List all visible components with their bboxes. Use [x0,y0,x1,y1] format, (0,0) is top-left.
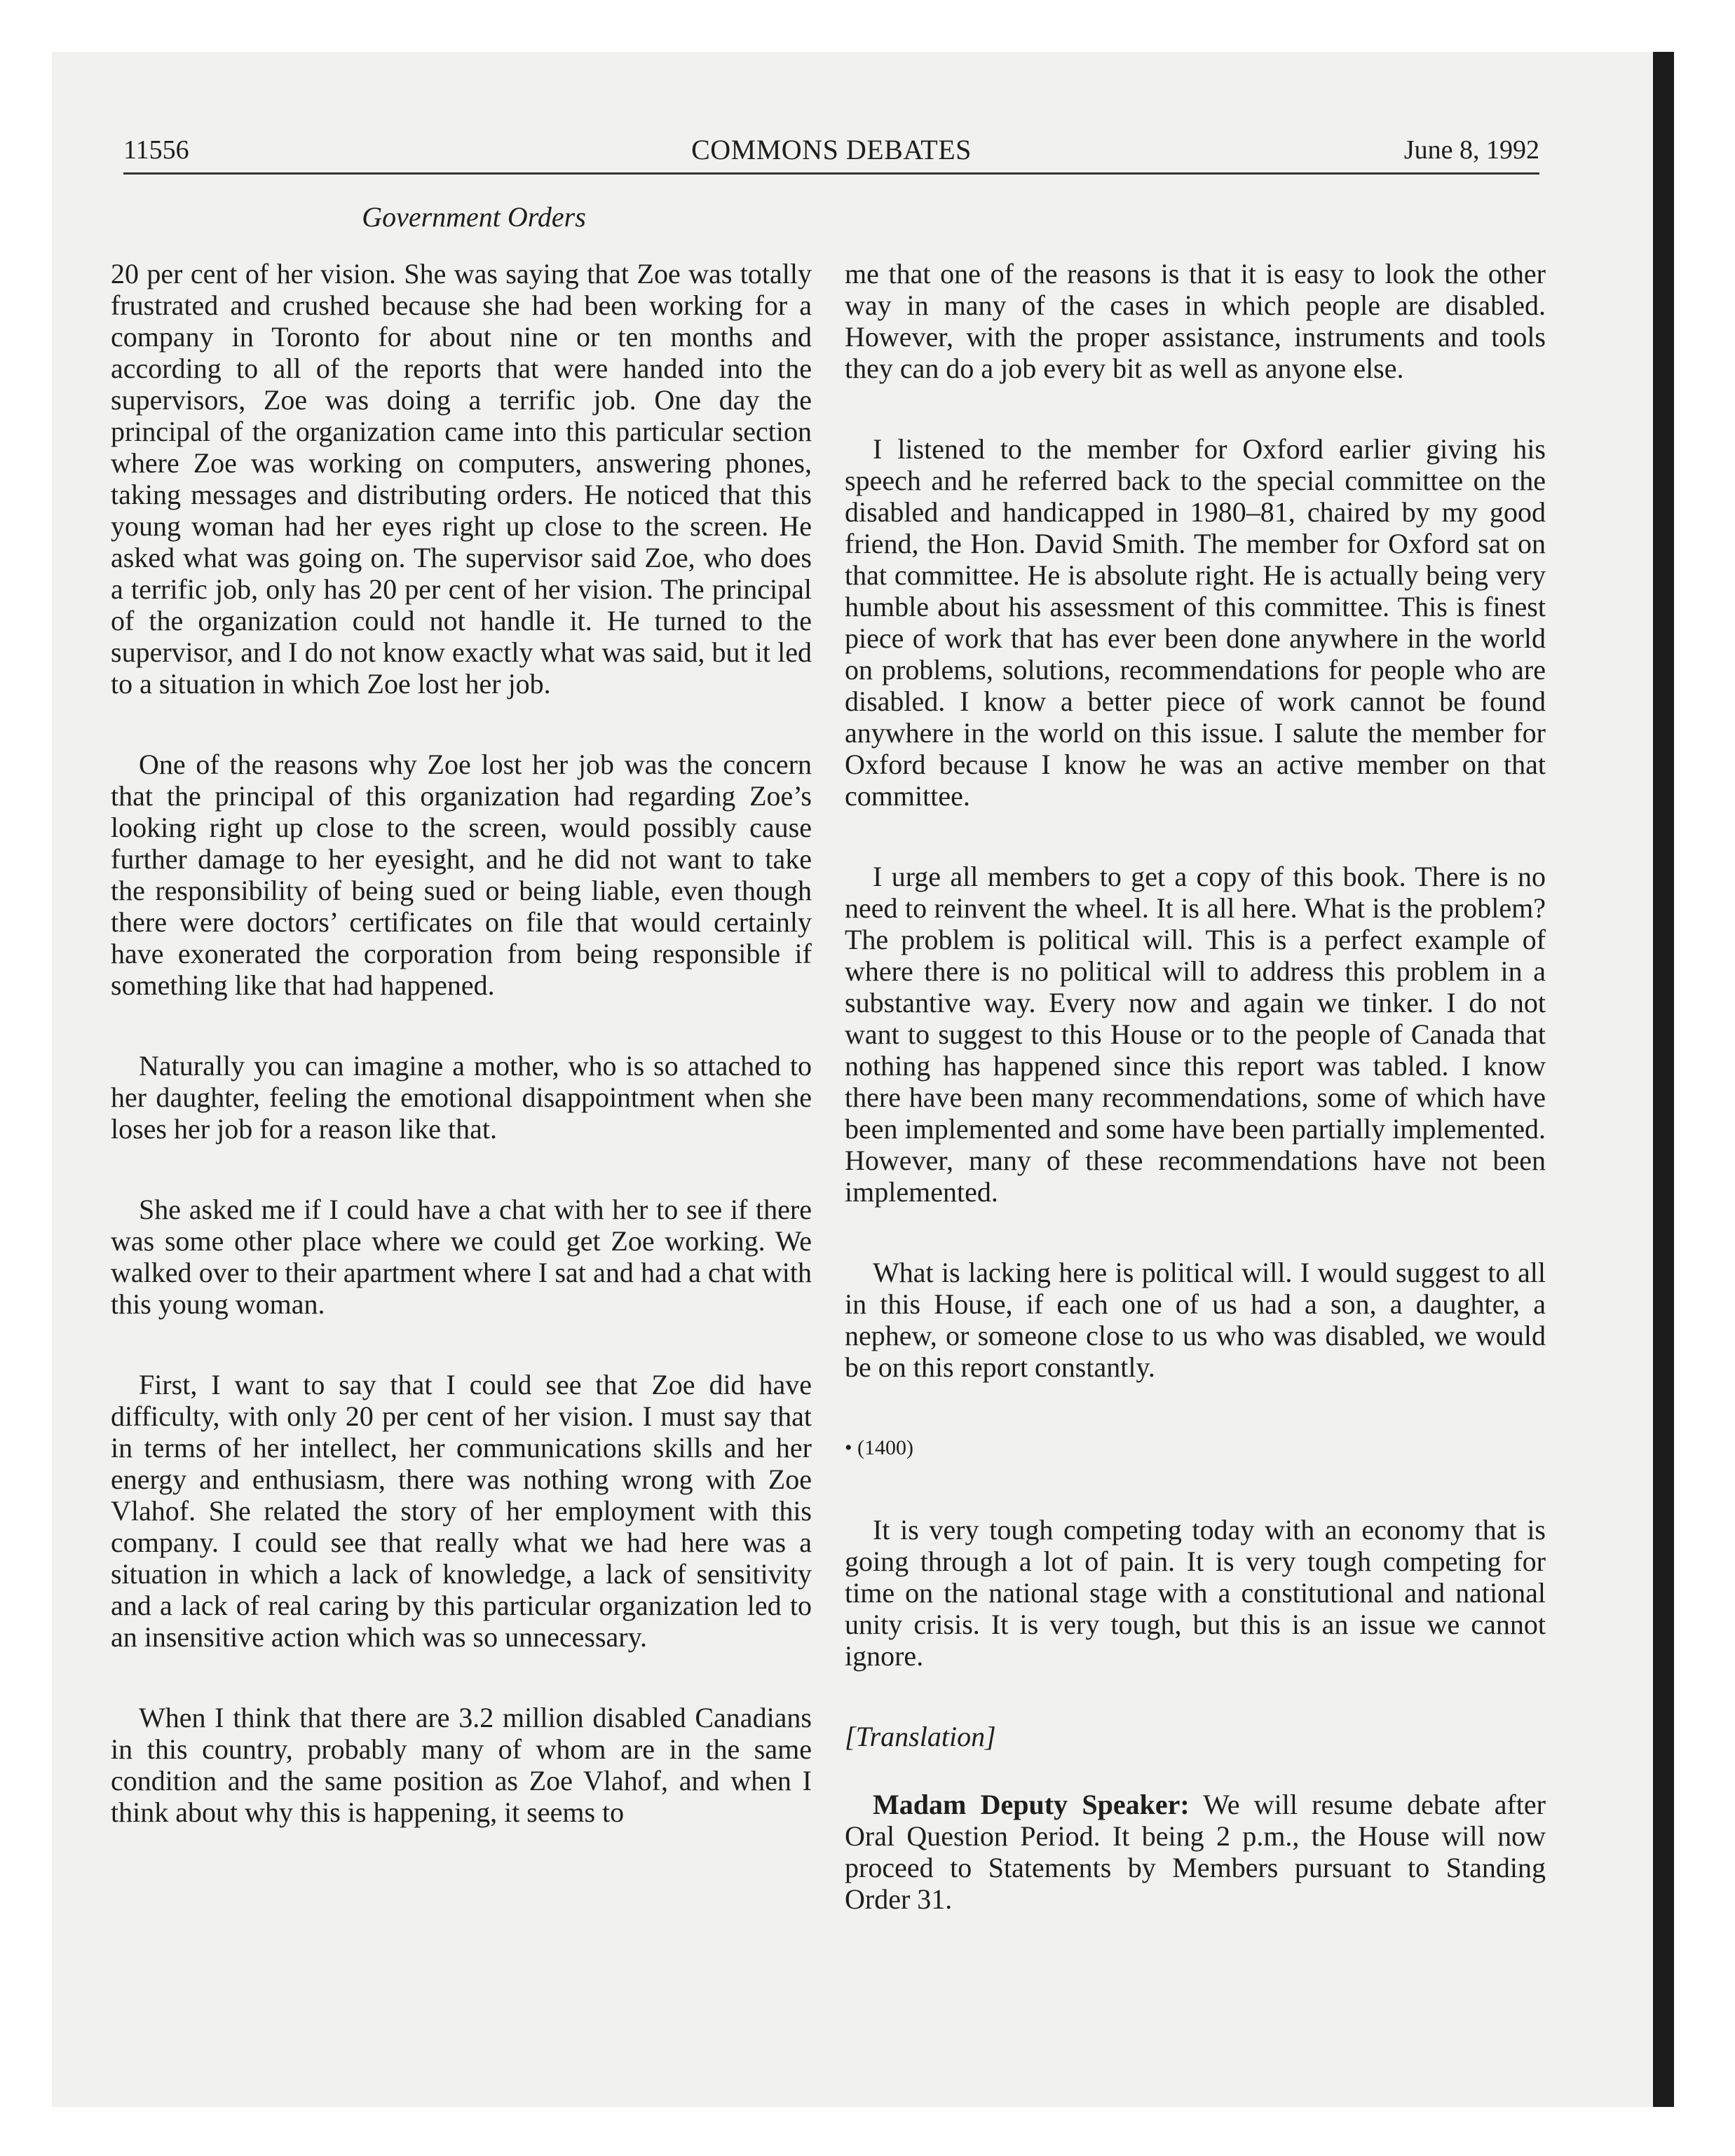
paragraph: One of the reasons why Zoe lost her job was the concern that the principal of this organization had regarding Zoe’s looking right up close to the screen, would possibly cause further damage to her eyesight, and he did not want to take the responsibility of being sued or being liable, even though there were doctors’ certificates on file that would certainly have exonerated the corporation from being responsible if something like that had happened. [111,749,812,1001]
time-marker: • (1400) [845,1436,913,1459]
publication-title: COMMONS DEBATES [691,134,972,165]
paragraph: I listened to the member for Oxford earlier giving his speech and he referred back to the special committee on the disabled and handicapped in 1980–81, chaired by my good friend, the Hon. David Smith. The member for Oxford sat on that committee. He is absolute right. He is actually being very humble about his assessment of this committee. This is finest piece of work that has ever been done anywhere in the world on problems, solutions, recommendations for people who are disabled. I know a better piece of work cannot be found anywhere in the world on this issue. I salute the member for Oxford because I know he was an active member on that committee. [845,433,1546,812]
paragraph: She asked me if I could have a chat with her to see if there was some other place where we could get Zoe working. We walked over to their apartment where I sat and had a chat with this young woman. [111,1194,812,1320]
publication-date: June 8, 1992 [1403,135,1539,165]
speaker-name: Madam Deputy Speaker: [873,1789,1190,1820]
paragraph: I urge all members to get a copy of this book. There is no need to reinvent the wheel. It is all here. What is the problem? The problem is political will. This is a perfect example of where there is no political will to address this problem in a substantive way. Every now and again we tinker. I do not want to suggest to this House or to the people of Canada that nothing has happened since this report was tabled. I know there have been many recommendations, some of which have been implemented and some have been partially implemented. However, many of these recommendations have not been implemented. [845,861,1546,1208]
scan-edge-shadow [1653,52,1674,2107]
paragraph: First, I want to say that I could see that Zoe did have difficulty, with only 20 per cent of her vision. I must say that in terms of her intellect, her communications skills and her energy and enthusiasm, there was nothing wrong with Zoe Vlahof. She related the story of her employment with this company. I could see that really what we had here was a situation in which a lack of knowledge, a lack of sensitivity and a lack of real caring by this particular organization led to an insensitive action which was so unnecessary. [111,1369,812,1653]
paragraph: It is very tough competing today with an economy that is going through a lot of pain. It is very tough competing for time on the national stage with a constitutional and national unity crisis. It is very tough, but this is an issue we cannot ignore. [845,1514,1546,1672]
right-column [845,258,1546,1964]
left-column [111,258,812,1877]
paragraph: Naturally you can imagine a mother, who is so attached to her daughter, feeling the emotional disappointment when she loses her job for a reason like that. [111,1050,812,1145]
translation-label: [Translation] [845,1721,996,1752]
paragraph: When I think that there are 3.2 million disabled Canadians in this country, probably many of whom are in the same condition and the same position as Zoe Vlahof, and when I think about why this is happening, it seems to [111,1702,812,1828]
speaker-text: We will resume debate after Oral Question Period. It being 2 p.m., the House will now proceed to Statements by Members pursuant to Standing Order 31. [845,1789,1546,1915]
speaker-paragraph [845,1789,1546,1915]
paragraph: 20 per cent of her vision. She was saying that Zoe was totally frustrated and crushed because she had been working for a company in Toronto for about nine or ten months and according to all of the reports that were handed into the supervisors, Zoe was doing a terrific job. One day the principal of the organization came into this particular section where Zoe was working on computers, answering phones, taking messages and distributing orders. He noticed that this young woman had her eyes right up close to the screen. He asked what was going on. The supervisor said Zoe, who does a terrific job, only has 20 per cent of her vision. The principal of the organization could not handle it. He turned to the supervisor, and I do not know exactly what was said, but it led to a situation in which Zoe lost her job. [111,258,812,700]
section-label: Government Orders [362,201,586,233]
paragraph: me that one of the reasons is that it is easy to look the other way in many of the cases in which people are disabled. However, with the proper assistance, instruments and tools they can do a job every bit as well as anyone else. [845,258,1546,384]
paragraph: What is lacking here is political will. I would suggest to all in this House, if each one of us had a son, a daughter, a nephew, or someone close to us who was disabled, we would be on this report constantly. [845,1257,1546,1383]
page-header [123,133,1539,175]
page-number: 11556 [123,135,189,165]
